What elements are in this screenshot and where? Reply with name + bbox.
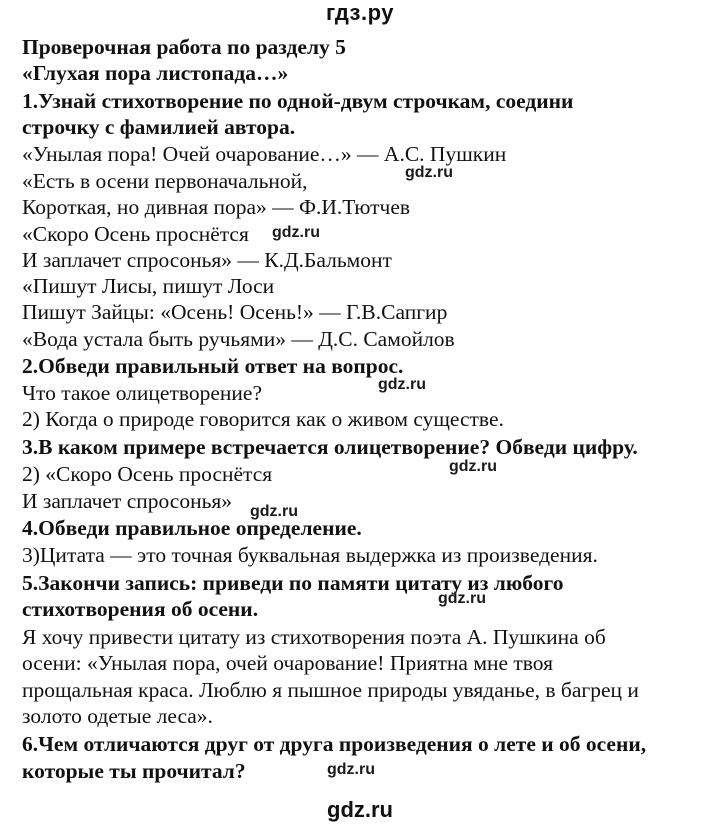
task1-line: «Скоро Осень проснётся <box>22 222 249 246</box>
watermark: gdz.ru <box>250 503 298 520</box>
watermark: gdz.ru <box>378 376 426 393</box>
task2-line: Что такое олицетворение? <box>22 381 262 405</box>
task5-line: золото одетые леса». <box>22 704 213 728</box>
task3-question: 3.В каком примере встречается олицетворение? Обведи цифру. <box>22 435 638 459</box>
worksheet-subtitle: «Глухая пора листопада…» <box>22 61 289 85</box>
worksheet-title: Проверочная работа по разделу 5 <box>22 35 346 59</box>
task1-line: «Есть в осени первоначальной, <box>22 169 308 193</box>
task1-line: «Вода устала быть ручьями» — Д.С. Самойлов <box>22 327 455 351</box>
task1-line: «Унылая пора! Очей очарование…» — А.С. Пушкин <box>22 142 507 166</box>
task5-line: Я хочу привести цитату из стихотворения поэта А. Пушкина об <box>22 625 606 649</box>
task1-line: И заплачет спросонья» — К.Д.Бальмонт <box>22 248 392 272</box>
task1-line: Пишут Зайцы: «Осень! Осень!» — Г.В.Сапгир <box>22 300 448 324</box>
task6-question-cont: которые ты прочитал? <box>22 759 246 783</box>
task2-line: 2) Когда о природе говорится как о живом существе. <box>22 407 504 431</box>
task4-line: 3)Цитата — это точная буквальная выдержка из произведения. <box>22 543 598 567</box>
task3-line: 2) «Скоро Осень проснётся <box>22 462 273 486</box>
task1-question-cont: строчку с фамилией автора. <box>22 115 296 139</box>
task1-line: Короткая, но дивная пора» — Ф.И.Тютчев <box>22 195 411 219</box>
task2-question: 2.Обведи правильный ответ на вопрос. <box>22 354 404 378</box>
watermark: gdz.ru <box>327 761 375 778</box>
task3-line: И заплачет спросонья» <box>22 489 233 513</box>
task6-question: 6.Чем отличаются друг от друга произведения о лете и об осени, <box>22 732 647 756</box>
watermark: gdz.ru <box>405 164 453 181</box>
task1-question: 1.Узнай стихотворение по одной-двум строчкам, соедини <box>22 89 574 113</box>
task5-question-cont: стихотворения об осени. <box>22 597 259 621</box>
watermark: gdz.ru <box>438 590 486 607</box>
task5-line: осени: «Унылая пора, очей очарование! Приятна мне твоя <box>22 651 553 675</box>
site-header: гдз.ру <box>326 0 394 25</box>
task1-line: «Пишут Лисы, пишут Лоси <box>22 274 275 298</box>
watermark: gdz.ru <box>449 458 497 475</box>
task4-question: 4.Обведи правильное определение. <box>22 516 362 540</box>
task5-question: 5.Закончи запись: приведи по памяти цитату из любого <box>22 571 564 595</box>
site-footer: gdz.ru <box>327 797 393 822</box>
task5-line: прощальная краса. Люблю я пышное природы увяданье, в багрец и <box>22 678 639 702</box>
watermark: gdz.ru <box>272 224 320 241</box>
